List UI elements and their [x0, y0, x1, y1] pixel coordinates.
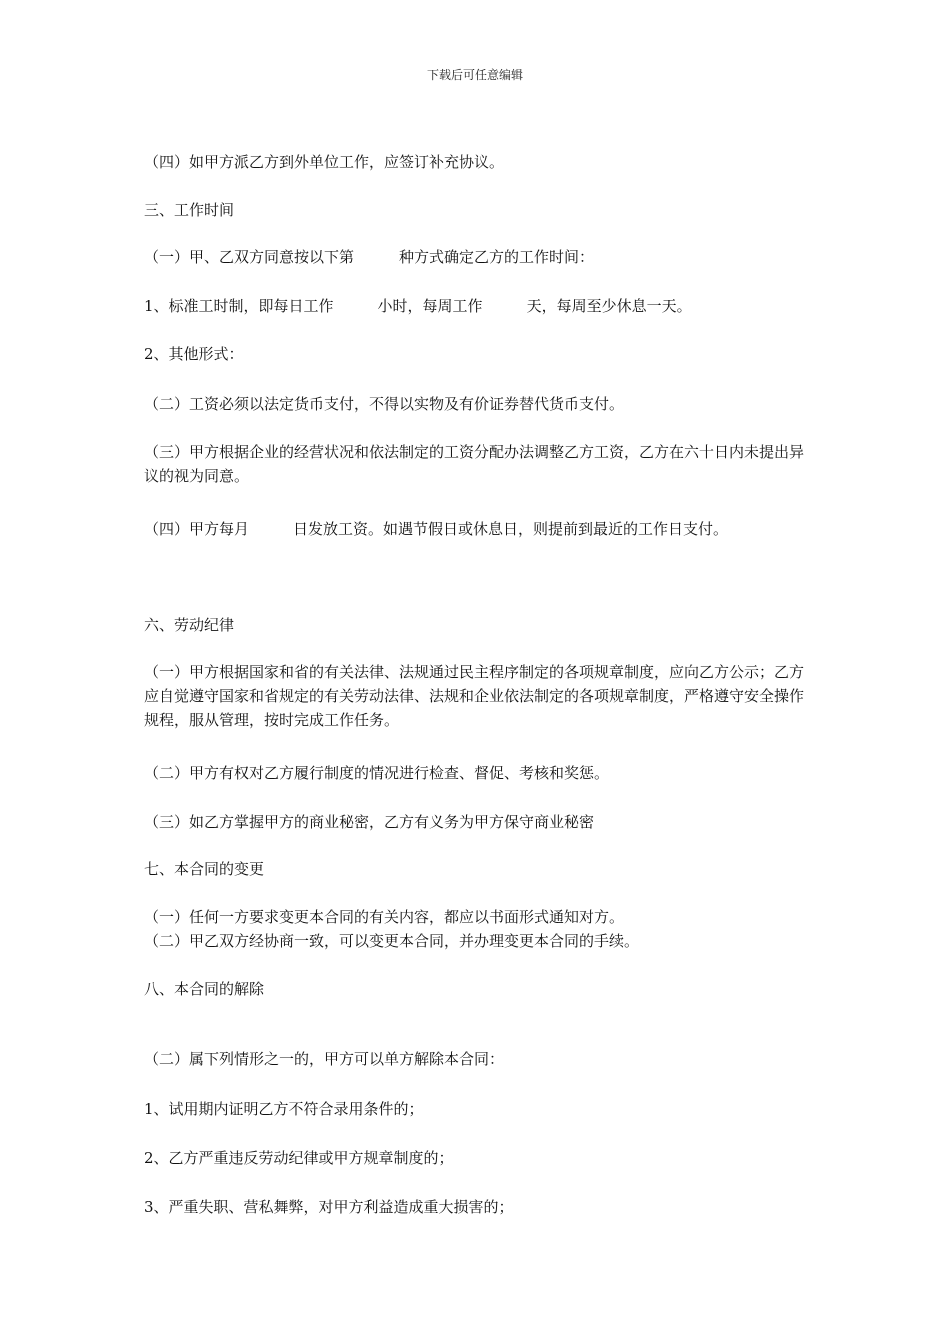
paragraph [144, 245, 804, 269]
section-heading: 七、本合同的变更 [144, 860, 265, 878]
paragraph: （三）如乙方掌握甲方的商业秘密，乙方有义务为甲方保守商业秘密 [144, 813, 595, 831]
page-header: 下载后可任意编辑 [426, 68, 523, 82]
text-segment: 1、标准工时制，即每日工作 [144, 297, 334, 315]
list-item: 1、试用期内证明乙方不符合录用条件的； [144, 1100, 424, 1118]
list-item: 3、严重失职、营私舞弊，对甲方利益造成重大损害的； [144, 1198, 514, 1216]
text-segment: 天，每周至少休息一天。 [526, 297, 692, 315]
paragraph: 2、其他形式： [144, 345, 244, 363]
paragraph: （二）甲方有权对乙方履行制度的情况进行检查、督促、考核和奖惩。 [144, 764, 610, 782]
text-segment: 小时，每周工作 [377, 297, 483, 315]
paragraph [144, 517, 804, 541]
text-segment: 日发放工资。如遇节假日或休息日，则提前到最近的工作日支付。 [293, 520, 729, 538]
text-segment: （一）甲、乙双方同意按以下第 [144, 248, 355, 266]
text-segment: （四）甲方每月 [144, 520, 250, 538]
paragraph: （一）任何一方要求变更本合同的有关内容，都应以书面形式通知对方。 [144, 908, 625, 926]
text-segment: 种方式确定乙方的工作时间： [399, 248, 595, 266]
paragraph: （二）属下列情形之一的，甲方可以单方解除本合同： [144, 1050, 505, 1068]
paragraph: （一）甲方根据国家和省的有关法律、法规通过民主程序制定的各项规章制度，应向乙方公示；乙方应自觉遵守国家和省规定的有关劳动法律、法规和企业依法制定的各项规章制度，严格遵守安全操作规程，服从管理，按时完成工作任务。 [144, 663, 805, 729]
paragraph: （三）甲方根据企业的经营状况和依法制定的工资分配办法调整乙方工资，乙方在六十日内未提出异议的视为同意。 [144, 443, 805, 485]
list-item: 2、乙方严重违反劳动纪律或甲方规章制度的； [144, 1149, 454, 1167]
section-heading: 六、劳动纪律 [144, 616, 235, 634]
paragraph: （四）如甲方派乙方到外单位工作，应签订补充协议。 [144, 153, 505, 171]
paragraph: （二）甲乙双方经协商一致，可以变更本合同，并办理变更本合同的手续。 [144, 932, 640, 950]
section-heading: 三、工作时间 [144, 201, 235, 219]
paragraph [144, 294, 804, 318]
paragraph: （二）工资必须以法定货币支付，不得以实物及有价证券替代货币支付。 [144, 395, 625, 413]
section-heading: 八、本合同的解除 [144, 980, 265, 998]
